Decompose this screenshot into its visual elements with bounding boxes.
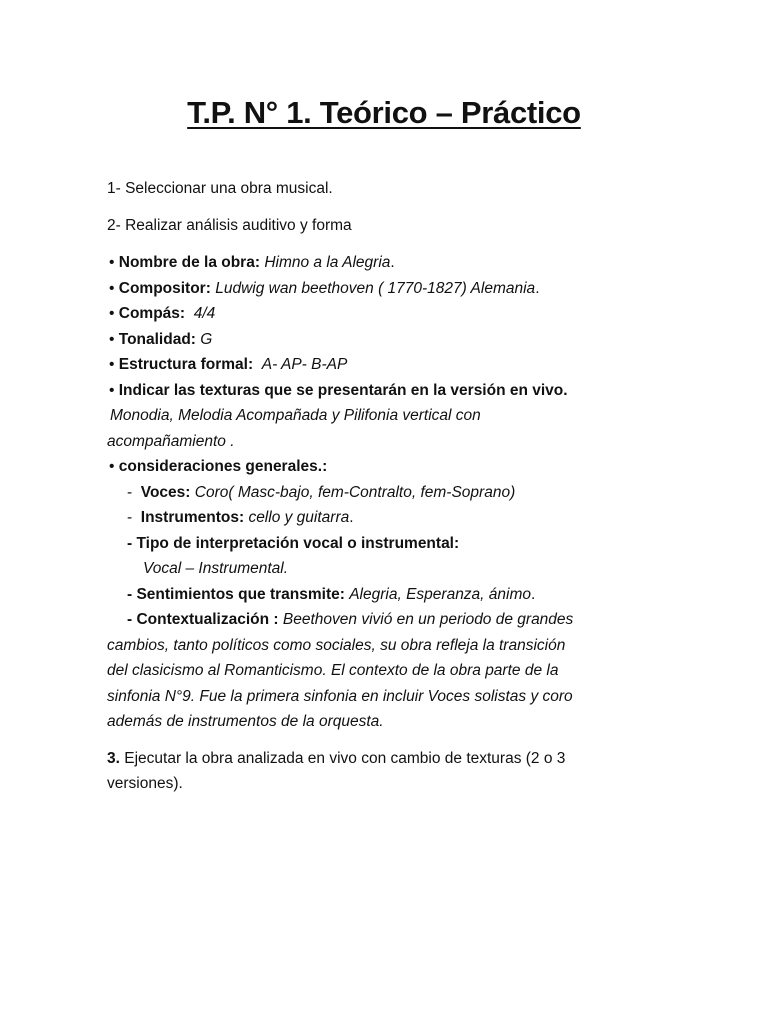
contexto-line-4: sinfonia N°9. Fue la primera sinfonia en incluir Voces solistas y coro: [107, 687, 573, 705]
sub-item-instrumentos: - Instrumentos: cello y guitarra.: [127, 509, 354, 526]
item-tonalidad: • Tonalidad: G: [109, 330, 213, 348]
step-3-line-2: versiones).: [107, 775, 183, 792]
step-1: 1- Seleccionar una obra musical.: [107, 180, 333, 197]
step-2: 2- Realizar análisis auditivo y forma: [107, 216, 352, 234]
item-compositor: • Compositor: Ludwig wan beethoven ( 1770-1827) Alemania.: [109, 279, 540, 297]
document-body: [107, 176, 627, 797]
texturas-value-line1: Monodia, Melodia Acompañada y Pilifonia vertical con: [110, 407, 481, 424]
texturas-value-line2: acompañamiento .: [107, 432, 235, 450]
page-title: T.P. N° 1. Teórico – Práctico: [187, 95, 581, 130]
item-nombre: • Nombre de la obra: Himno a la Alegria.: [109, 254, 395, 271]
sub-item-voces: - Voces: Coro( Masc-bajo, fem-Contralto, fem-Soprano): [127, 483, 516, 501]
sub-item-sentimientos: - Sentimientos que transmite: Alegria, Esperanza, ánimo.: [127, 585, 536, 603]
item-consideraciones: • consideraciones generales.:: [109, 458, 328, 475]
item-texturas: • Indicar las texturas que se presentarán en la versión en vivo.: [109, 381, 568, 399]
sub-item-contexto: - Contextualización : Beethoven vivió en un periodo de grandes: [127, 611, 574, 628]
step-3: 3. Ejecutar la obra analizada en vivo con cambio de texturas (2 o 3: [107, 749, 566, 767]
contexto-line-2: cambios, tanto políticos como sociales, su obra refleja la transición: [107, 636, 566, 654]
item-compas: • Compás: 4/4: [109, 305, 216, 322]
contexto-line-5: además de instrumentos de la orquesta.: [107, 713, 384, 730]
tipo-value: Vocal – Instrumental.: [143, 560, 289, 577]
sub-item-tipo: - Tipo de interpretación vocal o instrumental:: [127, 534, 460, 552]
item-estructura: • Estructura formal: A- AP- B-AP: [109, 356, 348, 373]
contexto-line-3: del clasicismo al Romanticismo. El contexto de la obra parte de la: [107, 662, 559, 679]
